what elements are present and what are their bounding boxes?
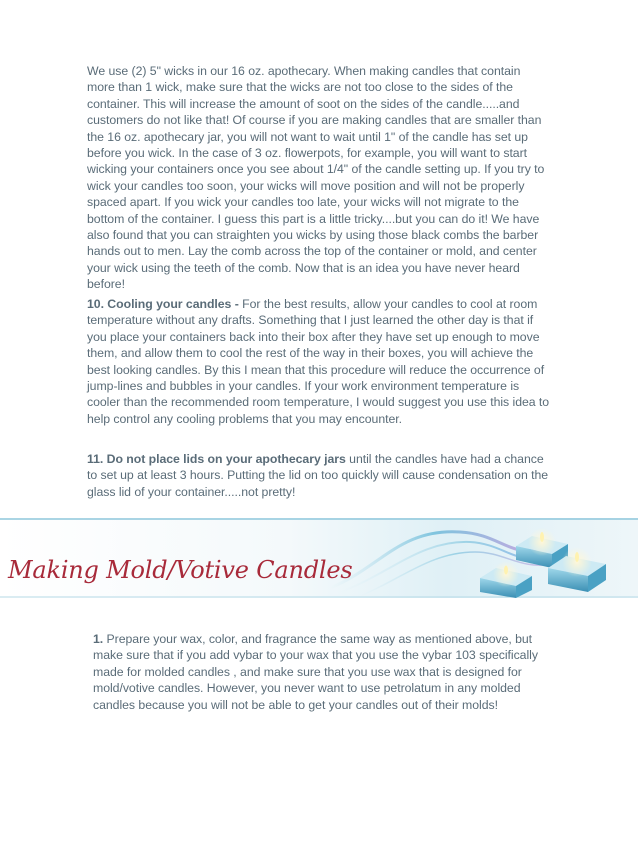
paragraph-mold-step-1-text bbox=[93, 631, 551, 713]
paragraph-cooling-text bbox=[87, 296, 551, 427]
mold-step-body: Prepare your wax, color, and fragrance the same way as mentioned above, but make sure that if you add vybar to your wax that you use the vybar 103 specifically made for molded candles , and make sure that you use wax that is designed for mold/votive candles. However, you never want to use petrolatum in any molded candles because you will not be able to get your candles out of their molds! bbox=[93, 632, 538, 712]
lids-heading: 11. Do not place lids on your apothecary jars bbox=[87, 452, 346, 466]
cooling-body: For the best results, allow your candles to cool at room temperature without any drafts. Something that I just learned the other day is that if you place your containers back into their box after they have set up enough to move them, and allow them to cool the rest of the way in their boxes, you will achieve the best looking candles. By this I mean that this procedure will reduce the occurrence of jump-lines and bubbles in your candles. If your work environment temperature is cooler than the recommended room temperature, I would suggest you use this idea to help control any cooling problems that you may encounter. bbox=[87, 297, 550, 426]
paragraph-wicks-text: We use (2) 5" wicks in our 16 oz. apothecary. When making candles that contain more than 1 wick, make sure that the wicks are not too close to the sides of the container. This will increase the amount of soot on the sides of the candle.....and customers do not like that! Of course if you are making candles that are smaller than the 16 oz. apothecary jar, you will not want to wait until 1" of the candle has set up before you wick. In the case of 3 oz. flowerpots, for example, you will want to start wicking your containers once you see about 1/4" of the candle setting up. If you try to wick your candles too soon, your wicks will move position and will not be properly spaced apart. If you wick your candles too late, your wicks will not migrate to the bottom of the container. I guess this part is a little tricky....but you can do it! We have also found that you can straighten you wicks by using those black combs the barber hands out to men. Lay the comb across the top of the container or mold, and center your wick using the teeth of the comb. Now that is an idea you have never heard before! bbox=[87, 64, 545, 292]
section-title: Making Mold/Votive Candles bbox=[8, 556, 353, 584]
paragraph-lids-text bbox=[87, 451, 551, 500]
paragraph-wicks bbox=[87, 63, 551, 293]
paragraph-mold-step-1 bbox=[93, 631, 551, 713]
step-number: 1. bbox=[93, 632, 104, 646]
paragraph-lids bbox=[87, 451, 551, 500]
lids-body: until the candles have had a chance to set up at least 3 hours. Putting the lid on too quickly will cause condensation on the glass lid of your container.....not pretty! bbox=[87, 452, 549, 499]
cooling-heading: 10. Cooling your candles - bbox=[87, 297, 243, 311]
paragraph-cooling bbox=[87, 296, 551, 427]
